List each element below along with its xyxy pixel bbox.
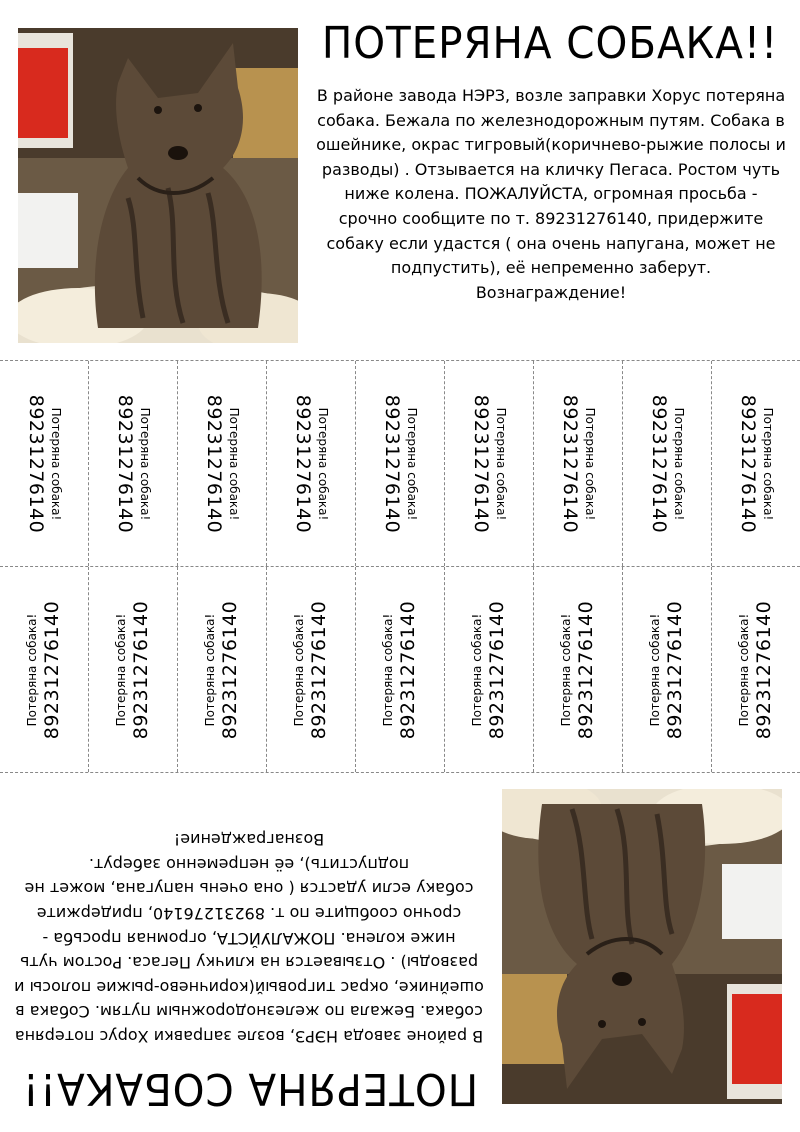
tear-off-label: Потеряна собака!: [25, 613, 39, 726]
tear-off-label: Потеряна собака!: [648, 613, 662, 726]
tear-off-label: Потеряна собака!: [583, 407, 597, 520]
tear-off-phone: 89231276140: [648, 394, 670, 533]
tear-off-phone: 89231276140: [41, 600, 63, 739]
tear-off-strip[interactable]: [178, 567, 267, 772]
tear-off-row-1: [0, 360, 800, 566]
tear-off-strip[interactable]: [534, 567, 623, 772]
dog-photo-icon: [502, 789, 782, 1104]
tear-off-phone: 89231276140: [308, 600, 330, 739]
tear-off-label: Потеряна собака!: [672, 407, 686, 520]
tear-off-strip[interactable]: [356, 567, 445, 772]
tear-off-label: Потеряна собака!: [381, 613, 395, 726]
tear-off-phone: 89231276140: [114, 394, 136, 533]
tear-off-phone: 89231276140: [219, 600, 241, 739]
tear-off-strip[interactable]: [0, 567, 89, 772]
tear-off-label: Потеряна собака!: [737, 613, 751, 726]
tear-off-strip[interactable]: [445, 361, 534, 566]
poster-description: В районе завода НЭРЗ, возле заправки Хорус потеряна собака. Бежала по железнодорожным путям. Собака в ошейнике, окрас тигровый(коричнево-рыжие полосы и разводы) . Отзывается на кличку Пегаса. Ростом чуть ниже колена. ПОЖАЛУЙСТА, огромная просьба - срочно сообщите по т. 89231276140, придержите собаку если удастся ( она очень напугана, может не подпустить), её непременно заберут. Вознаграждение!: [316, 86, 786, 302]
tear-off-phone: 89231276140: [130, 600, 152, 739]
tear-off-phone: 89231276140: [381, 394, 403, 533]
tear-off-label: Потеряна собака!: [203, 613, 217, 726]
tear-off-phone: 89231276140: [664, 600, 686, 739]
tear-off-strip[interactable]: [89, 567, 178, 772]
tear-off-strip[interactable]: [356, 361, 445, 566]
tear-off-row-2: [0, 566, 800, 773]
dog-photo: [502, 789, 782, 1104]
tear-off-label: Потеряна собака!: [316, 407, 330, 520]
tear-off-phone: 89231276140: [486, 600, 508, 739]
poster-title: ПОТЕРЯНА СОБАКА!!: [321, 18, 779, 69]
poster-top: [0, 0, 800, 360]
tear-off-phone: 89231276140: [25, 394, 47, 533]
dog-photo: [18, 28, 298, 343]
tear-off-label: Потеряна собака!: [138, 407, 152, 520]
tear-off-strip[interactable]: [89, 361, 178, 566]
tear-off-label: Потеряна собака!: [227, 407, 241, 520]
tear-off-strip[interactable]: [712, 361, 800, 566]
tear-off-phone: 89231276140: [559, 394, 581, 533]
tear-off-strip[interactable]: [712, 567, 800, 772]
tear-off-strip[interactable]: [534, 361, 623, 566]
tear-off-strip[interactable]: [267, 361, 356, 566]
tear-off-label: Потеряна собака!: [470, 613, 484, 726]
tear-off-label: Потеряна собака!: [761, 407, 775, 520]
tear-off-phone: 89231276140: [575, 600, 597, 739]
tear-off-label: Потеряна собака!: [405, 407, 419, 520]
tear-off-strip[interactable]: [623, 361, 712, 566]
tear-off-label: Потеряна собака!: [114, 613, 128, 726]
tear-off-phone: 89231276140: [397, 600, 419, 739]
tear-off-strip[interactable]: [623, 567, 712, 772]
tear-off-label: Потеряна собака!: [49, 407, 63, 520]
tear-off-phone: 89231276140: [753, 600, 775, 739]
dog-photo-icon: [18, 28, 298, 343]
poster-description: В районе завода НЭРЗ, возле заправки Хорус потеряна собака. Бежала по железнодорожным путям. Собака в ошейнике, окрас тигровый(коричнево-рыжие полосы и разводы) . Отзывается на кличку Пегаса. Ростом чуть ниже колена. ПОЖАЛУЙСТА, огромная просьба - срочно сообщите по т. 89231276140, придержите собаку если удастся ( она очень напугана, может не подпустить), её непременно заберут. Вознаграждение!: [14, 830, 484, 1046]
poster-bottom: [0, 772, 800, 1132]
tear-off-phone: 89231276140: [203, 394, 225, 533]
tear-off-strip[interactable]: [445, 567, 534, 772]
tear-off-strip[interactable]: [178, 361, 267, 566]
tear-off-label: Потеряна собака!: [494, 407, 508, 520]
tear-off-phone: 89231276140: [737, 394, 759, 533]
tear-off-label: Потеряна собака!: [292, 613, 306, 726]
tear-off-phone: 89231276140: [292, 394, 314, 533]
tear-off-label: Потеряна собака!: [559, 613, 573, 726]
tear-off-phone: 89231276140: [470, 394, 492, 533]
poster-title: ПОТЕРЯНА СОБАКА!!: [21, 1063, 479, 1114]
tear-off-strip[interactable]: [267, 567, 356, 772]
tear-off-strip[interactable]: [0, 361, 89, 566]
